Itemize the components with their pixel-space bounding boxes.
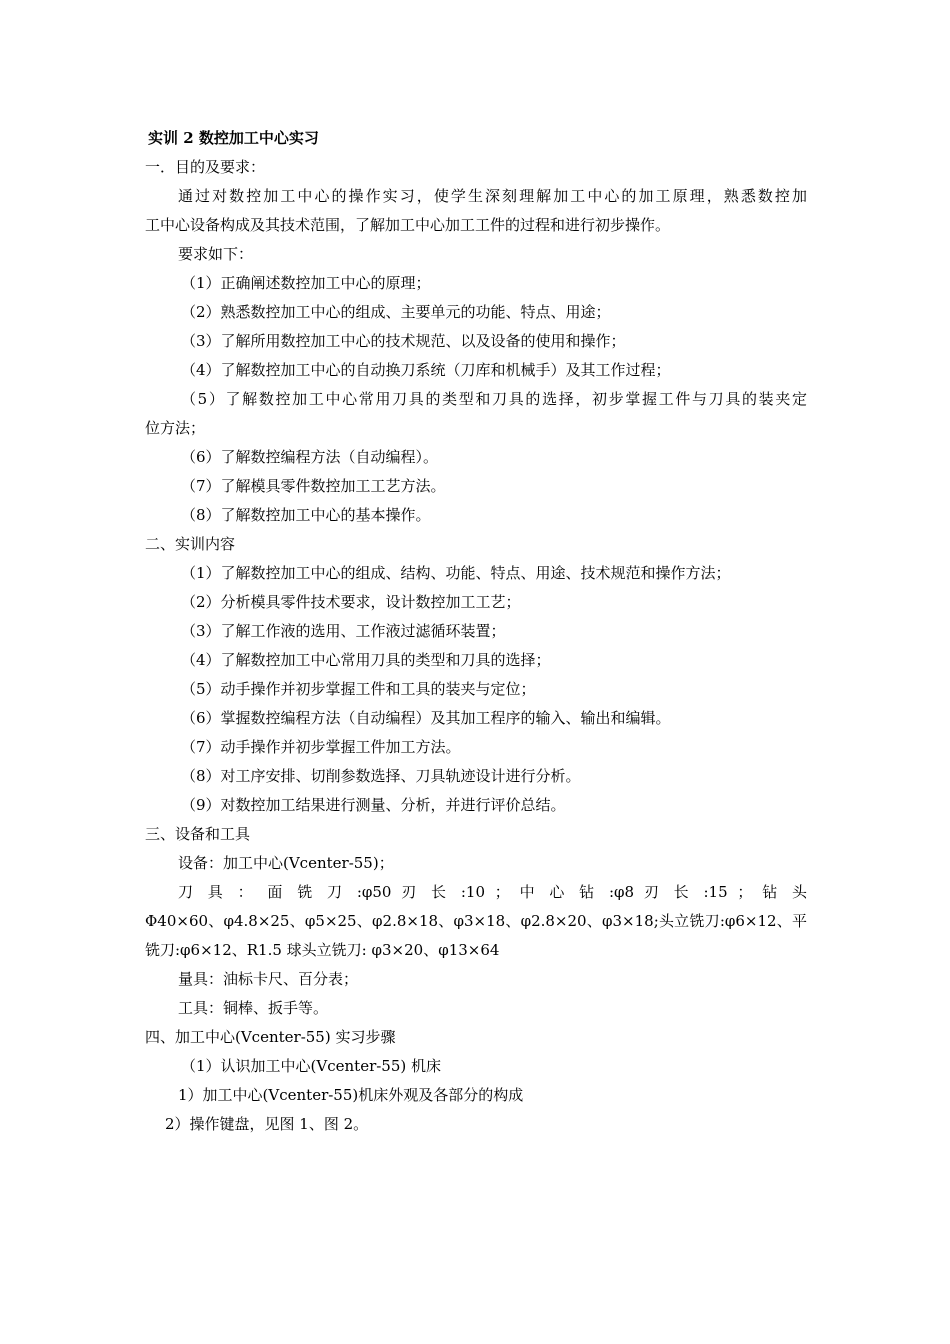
requirement-item-3: （3）了解所用数控加工中心的技术规范、以及设备的使用和操作； [181,332,626,350]
document-title: 实训 2 数控加工中心实习 [148,129,319,147]
tools-line-3: 铣刀:φ6×12、R1.5 球头立铣刀: φ3×20、φ13×64 [145,941,500,959]
equipment-line: 设备：加工中心(Vcenter-55)； [178,854,394,872]
content-item-1: （1）了解数控加工中心的组成、结构、功能、特点、用途、技术规范和操作方法； [181,564,731,582]
content-item-6: （6）掌握数控编程方法（自动编程）及其加工程序的输入、输出和编辑。 [181,709,671,727]
section-4-subheading: （1）认识加工中心(Vcenter-55) 机床 [181,1057,442,1075]
section-2-heading: 二、实训内容 [145,535,236,553]
requirement-item-8: （8）了解数控加工中心的基本操作。 [181,506,431,524]
content-item-2: （2）分析模具零件技术要求，设计数控加工工艺； [181,593,521,611]
tools-line-1: 刀 具 ： 面 铣 刀 :φ50 刃 长 :10 ； 中 心 钻 :φ8 刃 长 :15 ； 钻 头 [178,883,807,901]
content-item-7: （7）动手操作并初步掌握工件加工方法。 [181,738,461,756]
tools-line-2: Φ40×60、φ4.8×25、φ5×25、φ2.8×18、φ3×18、φ2.8×20、φ3×18;头立铣刀:φ6×12、平 [145,912,807,930]
content-item-9: （9）对数控加工结果进行测量、分析，并进行评价总结。 [181,796,566,814]
requirement-item-4: （4）了解数控加工中心的自动换刀系统（刀库和机械手）及其工作过程； [181,361,671,379]
content-item-4: （4）了解数控加工中心常用刀具的类型和刀具的选择； [181,651,551,669]
document-page [145,124,807,1139]
requirement-item-6: （6）了解数控编程方法（自动编程）。 [181,448,439,466]
gauges-line: 量具：油标卡尺、百分表； [178,970,359,988]
requirement-item-5-continued: 位方法； [145,419,206,437]
content-item-3: （3）了解工作液的选用、工作液过滤循环装置； [181,622,506,640]
section-3-heading: 三、设备和工具 [145,825,251,843]
requirement-item-5: （5）了解数控加工中心常用刀具的类型和刀具的选择，初步掌握工件与刀具的装夹定 [181,390,807,408]
requirement-item-1: （1）正确阐述数控加工中心的原理； [181,274,431,292]
section-4-step-2: 2）操作键盘，见图 1、图 2。 [165,1115,369,1133]
section-1-paragraph-line-1: 通过对数控加工中心的操作实习，使学生深刻理解加工中心的加工原理，熟悉数控加 [178,187,807,205]
hand-tools-line: 工具：铜棒、扳手等。 [178,999,329,1017]
content-item-8: （8）对工序安排、切削参数选择、刀具轨迹设计进行分析。 [181,767,581,785]
requirement-item-7: （7）了解模具零件数控加工工艺方法。 [181,477,446,495]
section-4-heading: 四、加工中心(Vcenter-55) 实习步骤 [145,1028,396,1046]
section-1-heading: 一．目的及要求： [145,158,266,176]
requirement-item-2: （2）熟悉数控加工中心的组成、主要单元的功能、特点、用途； [181,303,611,321]
content-item-5: （5）动手操作并初步掌握工件和工具的装夹与定位； [181,680,536,698]
requirements-intro: 要求如下： [178,245,254,263]
section-1-paragraph-line-2: 工中心设备构成及其技术范围，了解加工中心加工工件的过程和进行初步操作。 [145,216,671,234]
section-4-step-1: 1）加工中心(Vcenter-55)机床外观及各部分的构成 [178,1086,524,1104]
